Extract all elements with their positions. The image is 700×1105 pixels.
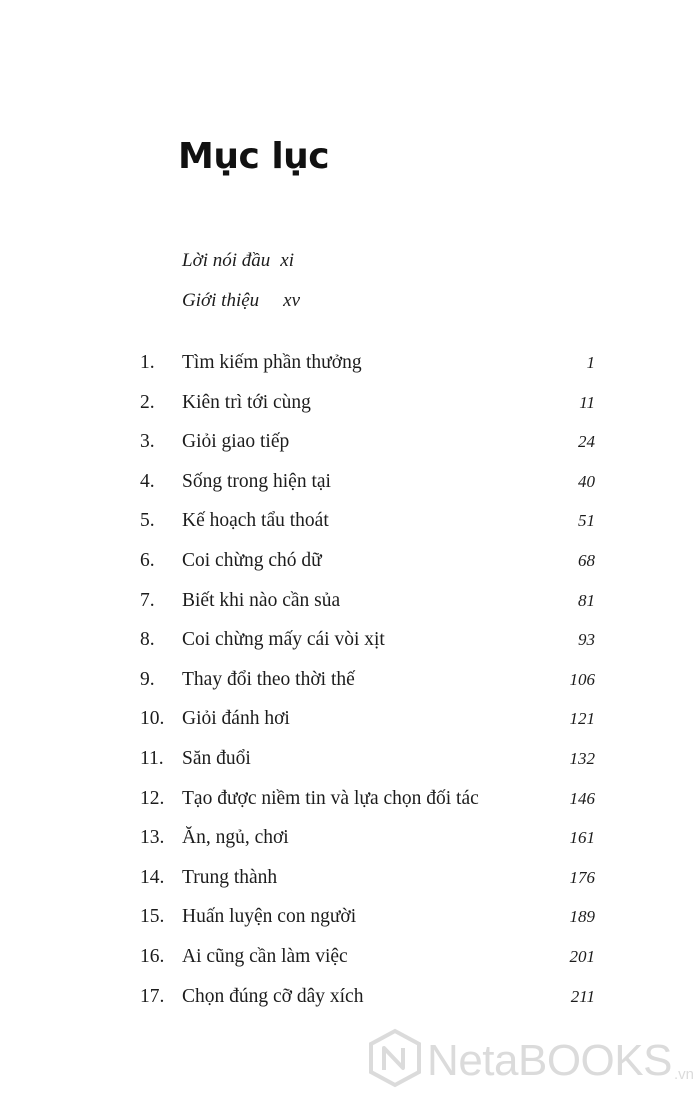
toc-row — [140, 629, 595, 669]
chapter-title: Huấn luyện con người — [182, 906, 357, 928]
chapter-title: Kế hoạch tẩu thoát — [182, 510, 329, 532]
toc-row — [140, 471, 595, 511]
chapter-title: Trung thành — [182, 866, 278, 888]
chapter-number: 11. — [140, 747, 164, 769]
toc-row — [140, 788, 595, 828]
chapter-number: 15. — [140, 906, 165, 928]
chapter-page: 106 — [569, 669, 595, 689]
toc-row — [140, 906, 595, 946]
chapter-title: Thay đổi theo thời thế — [182, 668, 355, 690]
chapter-title: Coi chừng chó dữ — [182, 549, 322, 571]
chapter-number: 4. — [140, 470, 155, 492]
chapter-title: Giỏi đánh hơi — [182, 708, 290, 730]
chapter-page: 146 — [569, 788, 595, 808]
front-matter-item — [182, 290, 300, 312]
chapter-number: 9. — [140, 668, 155, 690]
chapter-title: Biết khi nào cần sủa — [182, 589, 341, 611]
toc-row — [140, 946, 595, 986]
toc-row — [140, 748, 595, 788]
watermark — [367, 1028, 694, 1093]
chapter-title: Giỏi giao tiếp — [182, 431, 290, 453]
toc-row — [140, 550, 595, 590]
front-matter-title: Giới thiệu — [182, 290, 260, 311]
table-of-contents — [140, 352, 595, 1025]
chapter-page: 93 — [578, 630, 595, 650]
chapter-number: 1. — [140, 352, 155, 373]
chapter-number: 14. — [140, 866, 165, 888]
toc-row — [140, 986, 595, 1026]
page-title: Mục lục — [178, 136, 330, 177]
chapter-page: 211 — [570, 986, 595, 1006]
chapter-number: 12. — [140, 787, 165, 809]
chapter-number: 2. — [140, 391, 155, 413]
netabooks-logo-icon — [367, 1028, 423, 1093]
chapter-page: 201 — [569, 946, 595, 966]
chapter-title: Ăn, ngủ, chơi — [182, 827, 289, 849]
chapter-page: 11 — [579, 392, 595, 412]
chapter-number: 5. — [140, 510, 155, 532]
chapter-page: 176 — [569, 867, 595, 887]
chapter-page: 51 — [578, 511, 595, 531]
chapter-page: 1 — [586, 353, 595, 372]
chapter-title: Ai cũng cần làm việc — [182, 945, 348, 967]
chapter-page: 40 — [578, 471, 595, 491]
chapter-page: 81 — [578, 590, 595, 610]
chapter-number: 13. — [140, 827, 165, 849]
toc-row — [140, 590, 595, 630]
front-matter-item — [182, 250, 294, 272]
chapter-title: Chọn đúng cỡ dây xích — [182, 985, 364, 1007]
toc-row — [140, 392, 595, 432]
chapter-page: 161 — [569, 828, 595, 848]
chapter-number: 10. — [140, 708, 165, 730]
front-matter-page: xi — [280, 250, 294, 271]
toc-row — [140, 867, 595, 907]
chapter-number: 16. — [140, 945, 165, 967]
chapter-page: 189 — [569, 907, 595, 927]
watermark-suffix: .vn — [673, 1066, 694, 1083]
chapter-page: 132 — [569, 748, 595, 768]
chapter-title: Săn đuổi — [182, 747, 251, 769]
chapter-page: 68 — [578, 550, 595, 570]
chapter-title: Kiên trì tới cùng — [182, 391, 311, 413]
chapter-title: Tìm kiếm phần thưởng — [182, 352, 362, 373]
chapter-title: Sống trong hiện tại — [182, 470, 331, 492]
watermark-brand: NetaBOOKS — [427, 1035, 672, 1085]
front-matter-page: xv — [283, 290, 301, 311]
chapter-number: 7. — [140, 589, 155, 611]
chapter-number: 17. — [140, 985, 165, 1007]
toc-row — [140, 352, 595, 392]
toc-row — [140, 669, 595, 709]
chapter-title: Coi chừng mấy cái vòi xịt — [182, 629, 385, 651]
toc-row — [140, 510, 595, 550]
chapter-number: 3. — [140, 431, 155, 453]
chapter-number: 6. — [140, 549, 155, 571]
toc-row — [140, 708, 595, 748]
toc-row — [140, 431, 595, 471]
chapter-page: 121 — [569, 709, 595, 729]
toc-row — [140, 827, 595, 867]
chapter-page: 24 — [578, 432, 595, 452]
chapter-number: 8. — [140, 629, 155, 651]
chapter-title: Tạo được niềm tin và lựa chọn đối tác — [182, 787, 479, 809]
front-matter-title: Lời nói đầu — [182, 250, 271, 271]
